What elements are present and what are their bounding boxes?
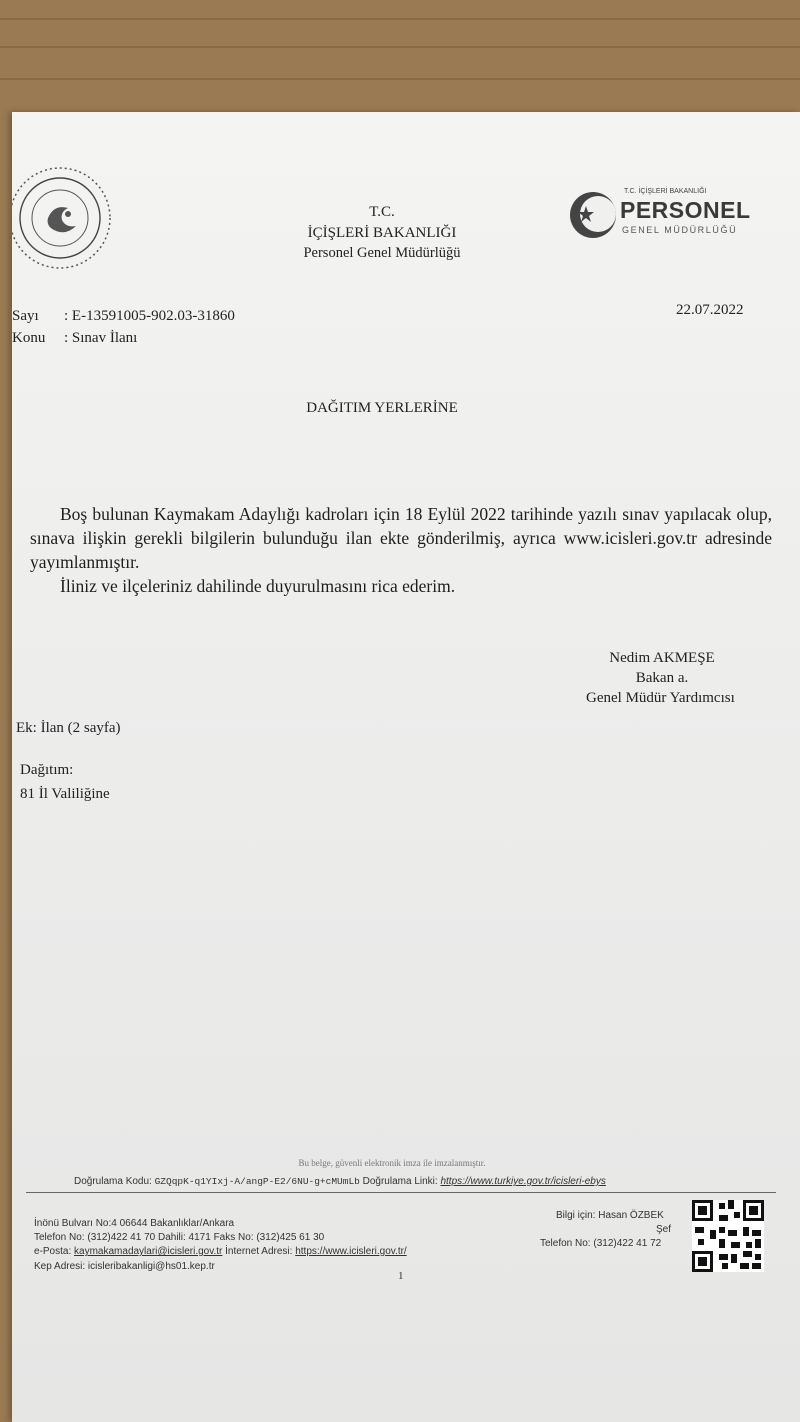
konu-label: Konu [12, 330, 46, 346]
verification-code-label: Doğrulama Kodu: [74, 1176, 152, 1187]
footer-email-label: e-Posta: [34, 1246, 72, 1257]
document-page [12, 112, 800, 1422]
signer-name: Nedim AKMEŞE [609, 650, 715, 666]
signer-authority: Bakan a. [635, 670, 689, 686]
footer-phone: Telefon No: (312)422 41 70 Dahili: 4171 Faks No: (312)425 61 30 [34, 1232, 325, 1243]
footer-web[interactable]: https://www.icisleri.gov.tr/ [295, 1246, 407, 1257]
signer-title: Genel Müdür Yardımcısı [586, 690, 735, 706]
verification-line [74, 1176, 606, 1187]
footer-address: İnönü Bulvarı No:4 06644 Bakanlıklar/Ankara [34, 1218, 235, 1229]
verification-link[interactable]: https://www.turkiye.gov.tr/icisleri-ebys [440, 1176, 606, 1187]
body-paragraph-1: Boş bulunan Kaymakam Adaylığı kadroları için 18 Eylül 2022 tarihinde yazılı sınav yapılacak olup, sınava ilişkin gerekli bilgilerin bulunduğu ilan ekte gönderilmiş, ayrıca www.icisleri.gov.tr adresinde yayımlanmıştır. [30, 504, 772, 572]
logo-top-text: T.C. İÇİŞLERİ BAKANLIĞI [624, 188, 707, 195]
addressee: DAĞITIM YERLERİNE [306, 400, 458, 416]
star-crescent-icon [568, 190, 618, 240]
wood-grain [0, 78, 800, 80]
attachment-note: Ek: İlan (2 sayfa) [16, 720, 121, 736]
distribution-label: Dağıtım: [20, 762, 74, 778]
logo-main-text: PERSONEL [620, 197, 751, 223]
footer-divider [26, 1192, 776, 1193]
footer-contact [34, 1246, 407, 1257]
distribution-item: 81 İl Valiliğine [20, 786, 110, 802]
page-number: 1 [398, 1270, 404, 1282]
header-directorate: Personel Genel Müdürlüğü [303, 245, 461, 261]
wood-grain [0, 46, 800, 48]
header-tc: T.C. [369, 204, 395, 220]
sayi-value: : E-13591005-902.03-31860 [64, 308, 235, 324]
footer-kep: Kep Adresi: icisleribakanligi@hs01.kep.tr [34, 1261, 215, 1272]
qr-code-icon [692, 1200, 764, 1272]
verification-link-label: Doğrulama Linki: [362, 1176, 438, 1187]
verification-code: GZQqpK-q1YIxj-A/angP-E2/6NU-g+cMUmLb [154, 1176, 360, 1187]
body-paragraph-2: İliniz ve ilçeleriniz dahilinde duyurulmasını rica ederim. [60, 576, 456, 596]
sayi-label: Sayı [12, 308, 39, 324]
personel-logo [568, 188, 758, 244]
ministry-seal-icon [12, 164, 116, 272]
konu-value: : Sınav İlanı [64, 330, 138, 346]
footer-email[interactable]: kaymakamadaylari@icisleri.gov.tr [74, 1246, 223, 1257]
header-ministry: İÇİŞLERİ BAKANLIĞI [307, 225, 457, 241]
e-signature-notice: Bu belge, güvenli elektronik imza ile imzalanmıştır. [298, 1158, 486, 1168]
document-date: 22.07.2022 [676, 302, 744, 318]
info-phone: Telefon No: (312)422 41 72 [540, 1238, 662, 1249]
wood-grain [0, 18, 800, 20]
footer-web-label: İnternet Adresi: [225, 1246, 293, 1257]
logo-sub-text: GENEL MÜDÜRLÜĞÜ [622, 225, 738, 235]
info-contact: Bilgi için: Hasan ÖZBEK [556, 1210, 664, 1221]
info-title: Şef [656, 1224, 672, 1235]
